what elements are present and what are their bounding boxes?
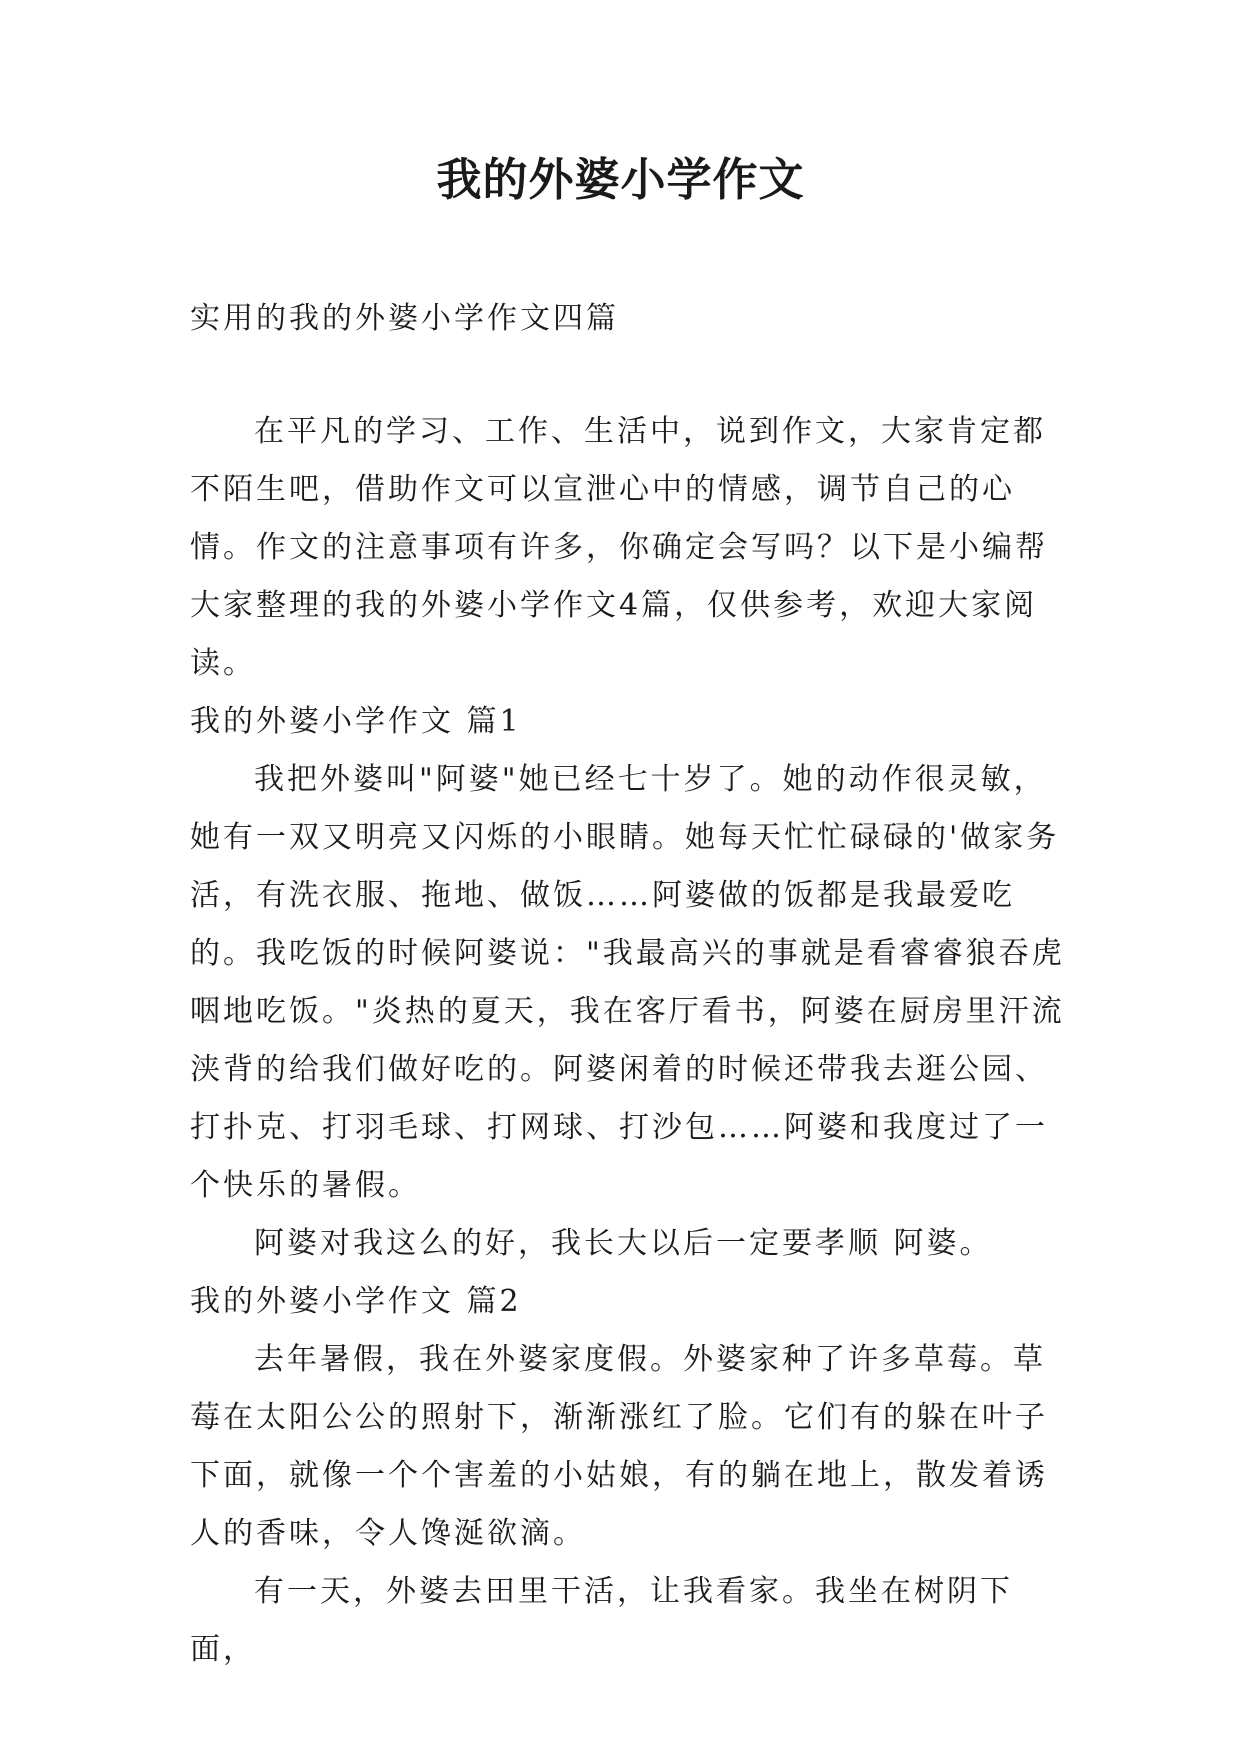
paragraph: 去年暑假，我在外婆家度假。外婆家种了许多草莓。草莓在太阳公公的照射下，渐渐涨红了脸。它们有的躲在叶子下面，就像一个个害羞的小姑娘，有的躺在地上，散发着诱人的香味，令人馋涎欲滴。: [190, 1342, 1048, 1551]
paragraph: 有一天，外婆去田里干活，让我看家。我坐在树阴下面，: [190, 1574, 1013, 1667]
document-subtitle: 实用的我的外婆小学作文四篇: [190, 301, 619, 336]
paragraph: 在平凡的学习、工作、生活中，说到作文，大家肯定都不陌生吧，借助作文可以宣泄心中的情感，调节自己的心情。作文的注意事项有许多，你确定会写吗？以下是小编帮大家整理的我的外婆小学作文4篇，仅供参考，欢迎大家阅读。: [190, 414, 1048, 681]
essay-body: [190, 403, 1070, 1679]
section-heading: 我的外婆小学作文 篇1: [190, 704, 522, 739]
paragraph: 我把外婆叫"阿婆"她已经七十岁了。她的动作很灵敏，她有一双又明亮又闪烁的小眼睛。她每天忙忙碌碌的'做家务活，有洗衣服、拖地、做饭……阿婆做的饭都是我最爱吃的。我吃饭的时候阿婆说："我最高兴的事就是看睿睿狼吞虎咽地吃饭。"炎热的夏天，我在客厅看书，阿婆在厨房里汗流浃背的给我们做好吃的。阿婆闲着的时候还带我去逛公园、打扑克、打羽毛球、打网球、打沙包……阿婆和我度过了一个快乐的暑假。: [190, 762, 1065, 1203]
section-heading: 我的外婆小学作文 篇2: [190, 1284, 522, 1319]
paragraph: 阿婆对我这么的好，我长大以后一定要孝顺 阿婆。: [254, 1226, 993, 1261]
document-title: 我的外婆小学作文: [436, 153, 805, 206]
